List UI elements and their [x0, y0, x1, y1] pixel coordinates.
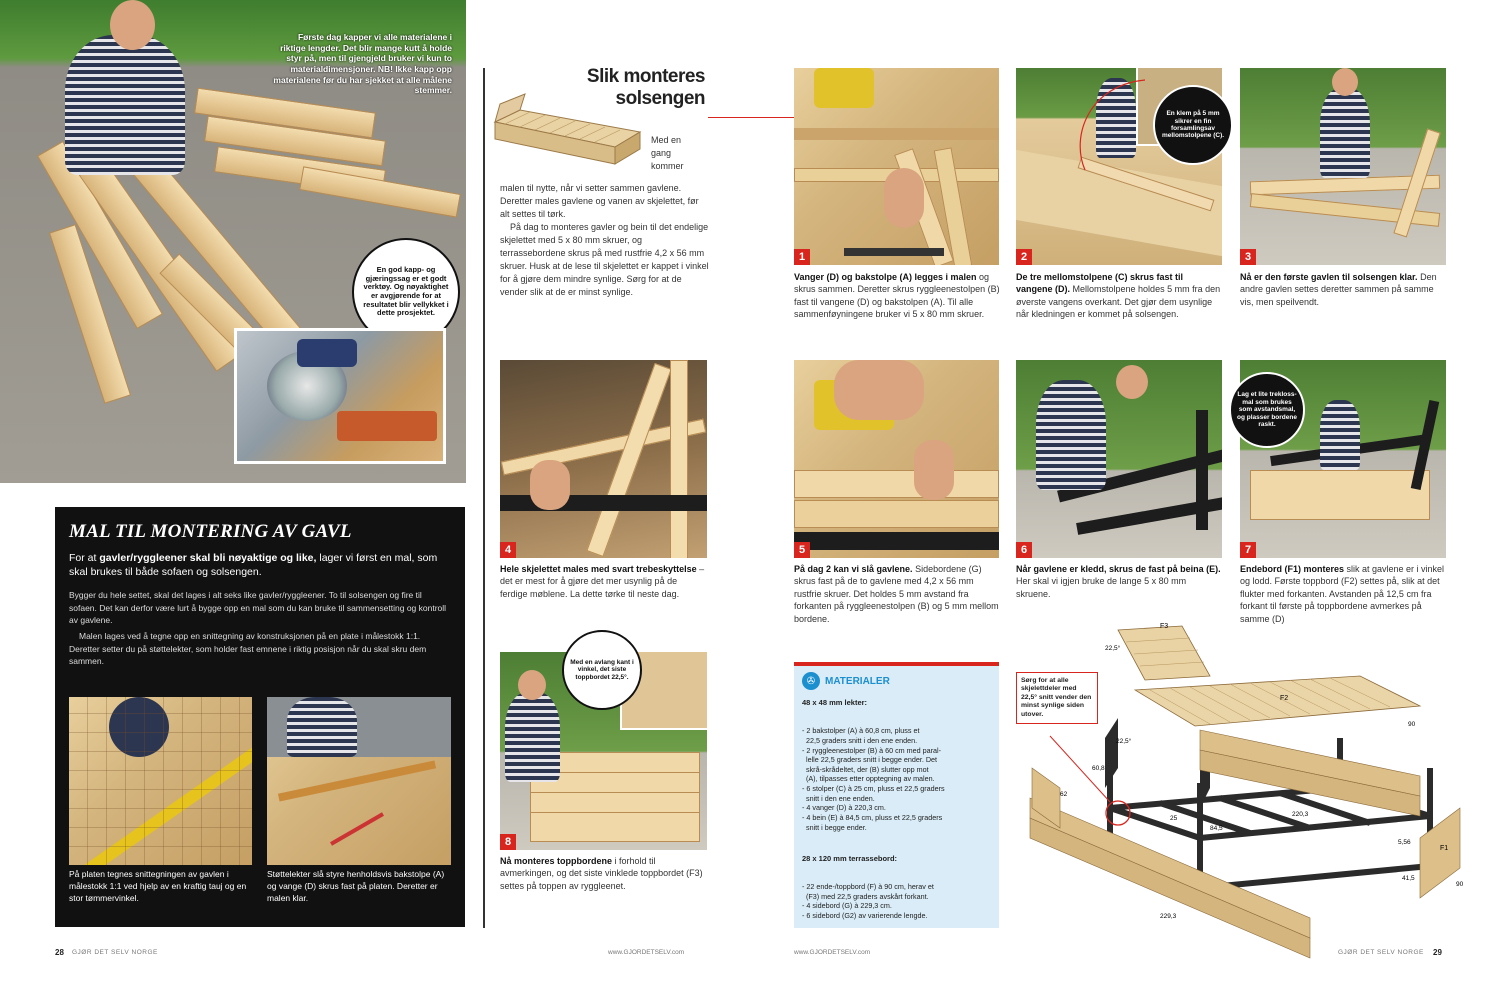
- materials-title: MATERIALER: [825, 675, 890, 687]
- step2-tip-bubble: En klem på 5 mm sikrer en fin forsamlingsav mellomstolpene (C).: [1153, 85, 1233, 165]
- step5-number: 5: [794, 542, 810, 558]
- label-d2293: 229,3: [1160, 913, 1177, 920]
- step5-caption: På dag 2 kan vi slå gavlene. Sidebordene (G) skrus fast på de to gavlene med 4,2 x 56 mm rustfrie skruer. Det holdes 5 mm avstand fra forkanten på ryggleenestolpen (B) og 5 mm mellom bordene.: [794, 564, 999, 624]
- materials-list1: - 2 bakstolper (A) à 60,8 cm, pluss et 22,5 graders snitt i den ene enden. - 2 ryggleenestolper (B) à 60 cm med paral- lelle 22,5 graders snitt i begge ender. Det skrå-skrådeltet, der (B) slutter opp mot (A), tilpasses etter opptegning av malen. - 6 stolper (C) à 25 cm, pluss et 22,5 graders snitt i den ene enden. - 4 vanger (D) à 220,3 cm. - 4 bein (E) à 84,5 cm, pluss et 22,5 graders snitt i begge ender.: [802, 726, 945, 832]
- label-ang2: 22,5°: [1116, 738, 1132, 745]
- step6-number: 6: [1016, 542, 1032, 558]
- template-support-photo: [267, 697, 451, 865]
- template-box-para2: Malen lages ved å tegne opp en snittegning av konstruksjonen på en plate i målestokk 1:1. Deretter setter du på støttelekter, som holder fast emnene i riktig posisjon når du skal skru dem sammen.: [69, 631, 427, 666]
- label-d90b: 90: [1456, 881, 1464, 888]
- label-d845: 84,5: [1210, 825, 1223, 832]
- template-box-lead: For at gavler/ryggleener skal bli nøyaktige og like, lager vi først en mal, som skal brukes til både sofaen og solsengen.: [69, 552, 438, 579]
- materials-group2: 28 x 120 mm terrassebord:: [802, 853, 898, 863]
- label-ang1: 22,5°: [1105, 645, 1121, 652]
- step6-caption: Når gavlene er kledd, skrus de fast på beina (E). Her skal vi igjen bruke de lange 5 x 80 mm skruene.: [1016, 564, 1221, 599]
- intro-text-body: malen til nytte, når vi setter sammen gavlene. Deretter males gavlene og vanen av skjelettet, før alt settes til tørk. På dag to monteres gavler og bein til det endelige skjelettet med 5 x 80 mm skruer, og terrassebordene skrus på med rustfrie 4,2 x 56 mm skruer. Husk at de lese til skjelettet er kappet i vinkel for å gjøre dem mindre synlige. Sørg for at de vender slik at de er minst synlige.: [500, 183, 709, 298]
- label-d2203: 220,3: [1292, 811, 1309, 818]
- step6-photo: [1016, 360, 1222, 558]
- step3-caption: Nå er den første gavlen til solsengen klar. Den andre gavlen settes deretter sammen på samme vis, men speilvendt.: [1240, 272, 1437, 307]
- step1-number: 1: [794, 249, 810, 265]
- sunbed-illustration: [490, 92, 648, 172]
- step8-caption: Nå monteres toppbordene i forhold til avmerkingen, og det siste vinklede toppbordet (F3) settes på toppen av ryggleenet.: [500, 856, 703, 891]
- footer-left-page-number: 28: [55, 948, 64, 957]
- step4-caption: Hele skjelettet males med svart trebeskyttelse – det er mest for å gjøre det mer usynlig på de ferdige møblene. La dette tørke til neste dag.: [500, 564, 705, 599]
- step5-photo: [794, 360, 999, 558]
- template-box-title: MAL TIL MONTERING AV GAVL: [69, 521, 352, 542]
- template-photo2-caption: Støttelekter slå styre henholdsvis bakstolpe (A) og vange (D) skrus fast på platen. Deretter er malen klar.: [267, 869, 445, 903]
- footer-right-url: www.GJORDETSELV.com: [794, 949, 871, 956]
- materials-group1: 48 x 48 mm lekter:: [802, 698, 868, 707]
- footer-left-magazine: GJØR DET SELV NORGE: [72, 949, 158, 956]
- footer-right-magazine: GJØR DET SELV NORGE: [1338, 949, 1424, 956]
- step4-number: 4: [500, 542, 516, 558]
- lumber-cutting-photo: [0, 0, 466, 483]
- step7-number: 7: [1240, 542, 1256, 558]
- step2-number: 2: [1016, 249, 1032, 265]
- toolbox-icon: ✇: [802, 672, 820, 690]
- label-d25: 25: [1170, 815, 1178, 822]
- saw-tip-bubble: En god kapp- og gjæringssag er et godt verktøy. Og nøyaktighet er avgjørende for at resultatet blir vellykket i dette prosjektet.: [352, 238, 460, 346]
- template-box-para1: Bygger du hele settet, skal det lages i alt seks like gavler/ryggleener. To til solsengen og fire til sofaen. Det kan derfor være lurt å bygge opp en mal som du kan bruke til sammensetting og kontroll av gavlene.: [69, 590, 447, 625]
- footer-left-url: www.GJORDETSELV.com: [608, 949, 685, 956]
- step8-tip-bubble: Med en avlang kant i vinkel, det siste toppbordet 22,5°.: [562, 630, 642, 710]
- column-divider: [483, 68, 485, 928]
- label-d415: 41,5: [1402, 875, 1415, 882]
- step3-photo: [1240, 68, 1446, 265]
- footer-right-page-number: 29: [1433, 948, 1442, 957]
- miter-saw-inset: [234, 328, 446, 464]
- materials-header: [802, 672, 991, 690]
- step7-tip-bubble: Lag et lite trekloss-mal som brukes som avstandsmal, og plasser bordene raskt.: [1229, 372, 1305, 448]
- label-f1: F1: [1440, 845, 1449, 852]
- label-d60: 60,8: [1092, 765, 1105, 772]
- step2-callout-line: [1060, 75, 1150, 175]
- step8-number: 8: [500, 834, 516, 850]
- label-f2: F2: [1280, 695, 1289, 702]
- label-d56: 5,56: [1398, 839, 1411, 846]
- materials-box: [794, 662, 999, 928]
- label-f3: F3: [1160, 623, 1169, 630]
- step3-number: 3: [1240, 249, 1256, 265]
- label-d90: 90: [1408, 721, 1416, 728]
- step7-caption: Endebord (F1) monteres slik at gavlene er i vinkel og lodd. Første toppbord (F2) settes på, slik at det flukter med forkanten. Avstanden på 12,5 cm fra forkant til første på toppbordene avmerkes på samme (D): [1240, 564, 1445, 624]
- exploded-diagram: [1010, 618, 1480, 968]
- intro-text-start: Med en gang kommer: [651, 135, 684, 172]
- template-box: [55, 507, 465, 927]
- materials-list2: - 22 ende-/toppbord (F) à 90 cm, herav et (F3) med 22,5 graders avskårt forkant. - 4 sidebord (G) à 229,3 cm. - 6 sidebord (G2) av varierende lengde.: [802, 881, 934, 920]
- template-drawing-photo: [69, 697, 252, 865]
- step2-caption: De tre mellomstolpene (C) skrus fast til vangene (D). Mellomstolpene holdes 5 mm fra den øverste vangens overkant. Det gjør dem usynlige når kledningen er kommet på solsengen.: [1016, 272, 1221, 320]
- template-photo1-caption: På platen tegnes snittegningen av gavlen i målestokk 1:1 ved hjelp av en kraftig tauj og en stor tømmervinkel.: [69, 869, 247, 903]
- top-photo-caption: Første dag kapper vi alle materialene i riktige lengder. Det blir mange kutt å holde styr på, men til gjengjeld bruker vi kun to materialdimensjoner. NB! Ikke kapp opp materialene før du har sjekket at alle målene stemmer.: [273, 32, 452, 96]
- step1-caption: Vanger (D) og bakstolpe (A) legges i malen og skrus sammen. Deretter skrus ryggleenestolpen (B) fast til vangene (D) og bakstolpen (A). Til alle sammenføyningene bruker vi 5 x 80 mm skruer.: [794, 272, 1000, 320]
- step1-photo: [794, 68, 999, 265]
- diagram-note: Sørg for at alle skjelettdeler med 22,5° snitt vender den minst synlige siden utover.: [1016, 672, 1098, 724]
- intro-title: Slik monteres solsengen: [586, 66, 705, 109]
- intro-title-rule: [708, 117, 796, 118]
- label-d62: 62: [1060, 791, 1068, 798]
- step4-photo: [500, 360, 707, 558]
